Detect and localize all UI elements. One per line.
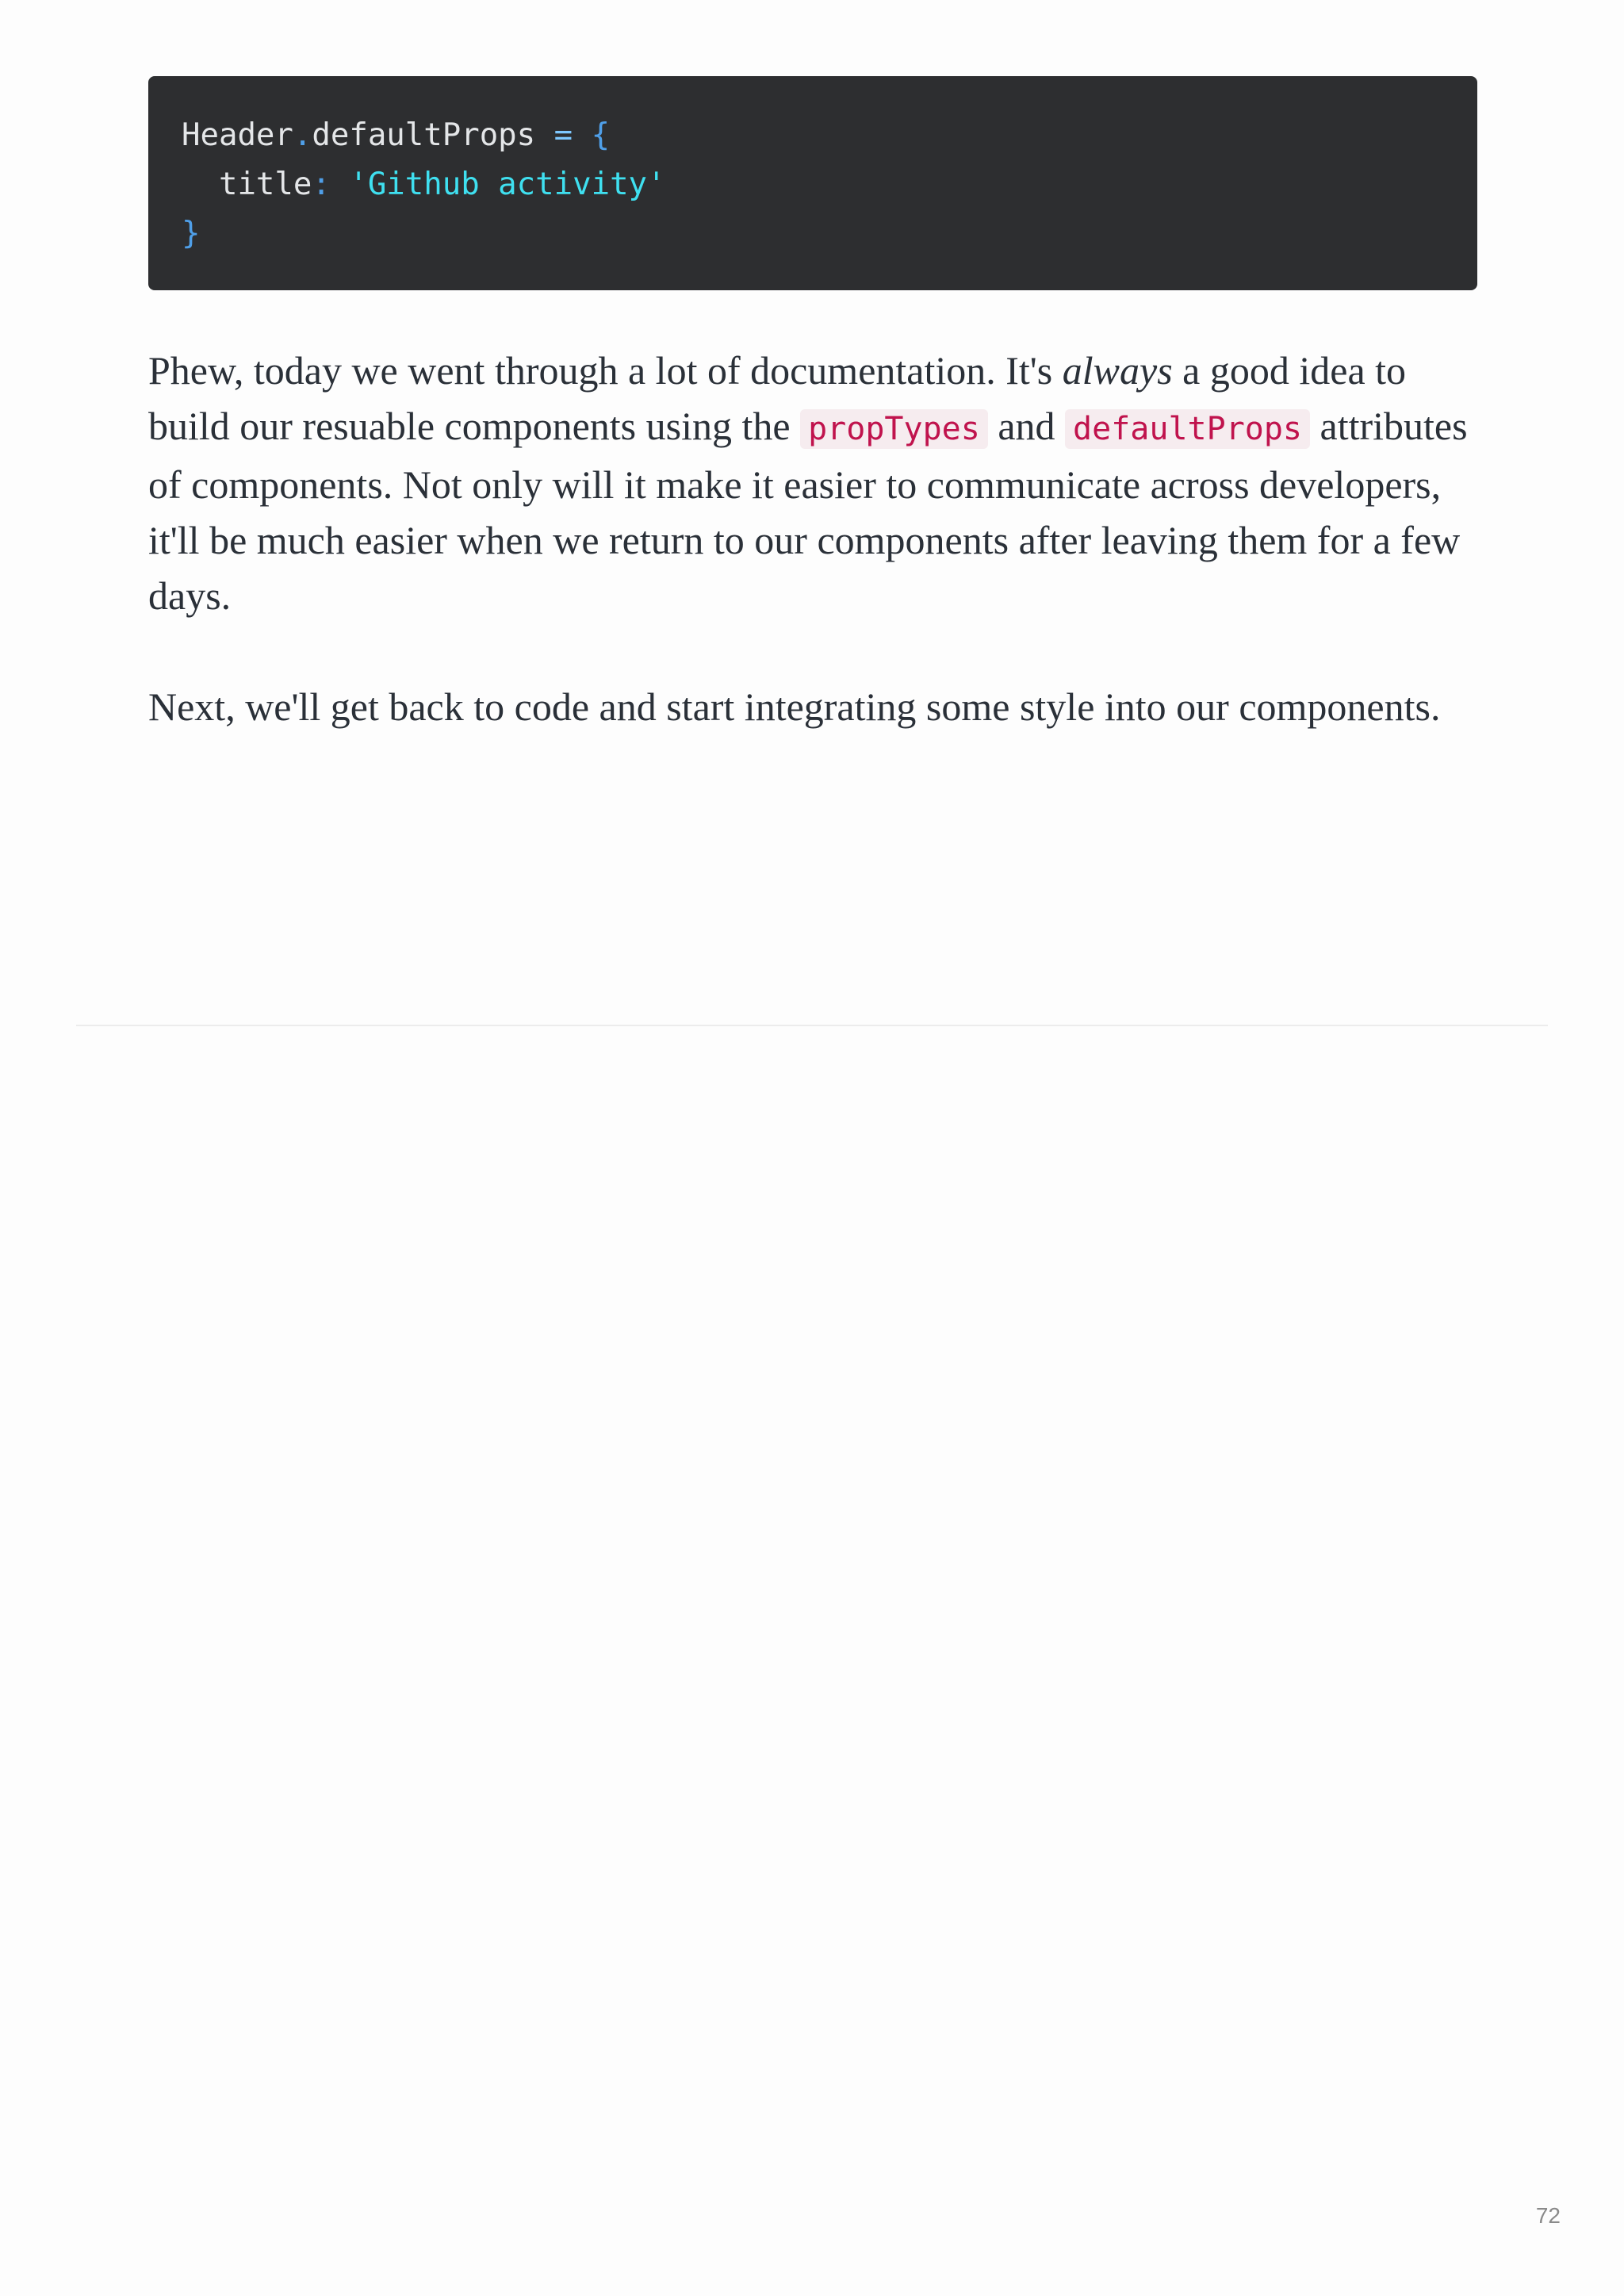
code-token <box>331 167 349 202</box>
code-token: : <box>312 167 331 202</box>
section-divider <box>76 1025 1548 1026</box>
emphasis-text: always <box>1062 348 1173 393</box>
paragraph-text: attributes of components. Not only will it make it easier to communicate across developers, it'll be much easier when we return to our components after leaving them for a few days. <box>148 404 1468 618</box>
code-token: defaultProps <box>312 117 536 153</box>
code-line <box>182 209 1444 259</box>
code-token <box>182 167 219 202</box>
paragraph-next-steps: Next, we'll get back to code and start integrating some style into our components. <box>148 684 1441 729</box>
body-content <box>148 343 1480 790</box>
code-token: title <box>218 167 312 202</box>
paragraph-text: Phew, today we went through a lot of documentation. It's <box>148 348 1063 393</box>
code-token: = <box>535 117 592 153</box>
paragraph-text: a good idea to build our resuable components using the <box>148 348 1407 448</box>
inline-code-defaultprops: defaultProps <box>1065 409 1310 449</box>
code-token: } <box>182 216 201 251</box>
inline-code-proptypes: propTypes <box>800 409 988 449</box>
code-line <box>182 160 1444 209</box>
code-token: { <box>591 117 611 153</box>
code-token: Header <box>182 117 293 153</box>
code-line <box>182 111 1444 160</box>
page-number: 72 <box>1535 2203 1561 2228</box>
code-block <box>148 76 1477 290</box>
paragraph-text: and <box>987 404 1066 448</box>
code-token: . <box>293 117 312 153</box>
code-token: 'Github activity' <box>349 167 666 202</box>
paragraph-summary <box>148 343 1480 623</box>
